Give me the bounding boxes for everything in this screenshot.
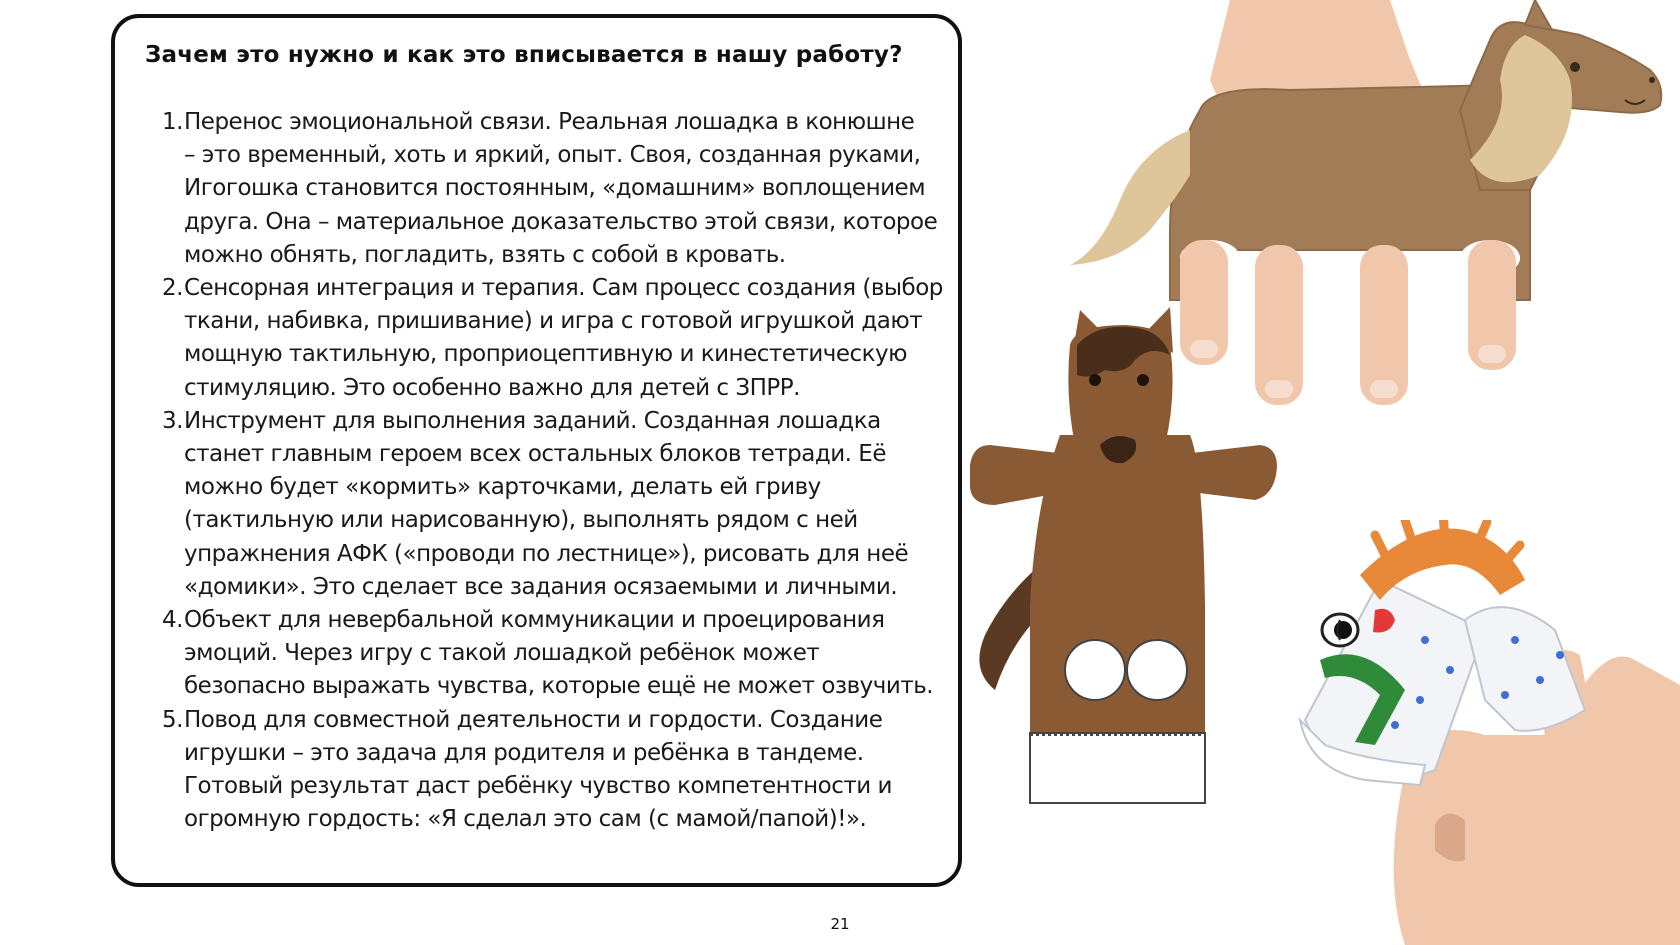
reason-line: Готовый результат даст ребёнку чувство компетентности и — [184, 773, 892, 800]
reason-line: можно будет «кормить» карточками, делать ей гриву — [184, 474, 821, 501]
reason-line: Перенос эмоциональной связи. Реальная лошадка в конюшне — [184, 109, 915, 135]
reason-line: – это временный, хоть и яркий, опыт. Своя, созданная руками, — [184, 142, 921, 169]
cup-horse-on-fingers-illustration — [1255, 520, 1680, 945]
reasons-list — [155, 106, 945, 836]
fingernail — [1370, 380, 1398, 398]
reason-line: Сенсорная интеграция и терапия. Сам процесс создания (выбор — [184, 275, 943, 302]
reason-item — [155, 604, 945, 704]
decor-dot — [1391, 721, 1399, 729]
reason-line: «домики». Это сделает все задания осязаемыми и личными. — [184, 573, 898, 600]
reason-line: безопасно выражать чувства, которые ещё не может озвучить. — [184, 673, 934, 700]
reason-line: (тактильную или нарисованную), выполнять рядом с ней — [184, 507, 858, 534]
reason-number: 4. — [162, 607, 183, 634]
reason-line: эмоций. Через игру с такой лошадкой ребёнок может — [184, 640, 820, 667]
puppet-base-strip — [1030, 733, 1205, 803]
reason-item — [155, 405, 945, 604]
reason-line: ткани, набивка, пришивание) и игра с готовой игрушкой дают — [184, 308, 923, 335]
reason-line: Игогошка становится постоянным, «домашним» воплощением — [184, 175, 926, 202]
puppet-finger-hole — [1127, 640, 1187, 700]
reason-line: упражнения АФК («проводи по лестнице»), рисовать для неё — [184, 540, 909, 567]
info-card — [111, 14, 962, 887]
reason-number: 1. — [162, 109, 183, 135]
reason-line: друга. Она – материальное доказательство этой связи, которое — [184, 208, 938, 235]
mane-strand — [1443, 520, 1445, 542]
reason-line: Повод для совместной деятельности и гордости. Создание — [184, 706, 883, 733]
paper-horse-ear — [1525, 0, 1552, 30]
decor-dot — [1511, 636, 1519, 644]
decor-dot — [1416, 696, 1424, 704]
reason-line: можно обнять, погладить, взять с собой в кровать. — [184, 241, 786, 268]
puppet-eye — [1137, 374, 1149, 386]
reason-line: огромную гордость: «Я сделал это сам (с мамой/папой)!». — [184, 806, 867, 833]
reason-line: игрушки – это задача для родителя и ребёнка в тандеме. — [184, 739, 864, 766]
reason-number: 5. — [162, 706, 183, 733]
decor-dot — [1421, 636, 1429, 644]
decor-dot — [1446, 666, 1454, 674]
puppet-finger-hole — [1065, 640, 1125, 700]
paper-horse-eye — [1570, 62, 1580, 72]
reason-item — [155, 704, 945, 837]
reason-line: Объект для невербальной коммуникации и проецирования — [184, 607, 885, 634]
card-title: Зачем это нужно и как это вписывается в нашу работу? — [145, 42, 903, 68]
cup-horse-neck — [1465, 607, 1585, 731]
reason-line: станет главным героем всех остальных блоков тетради. Её — [184, 441, 886, 468]
paper-horse-nostril — [1649, 77, 1655, 83]
reason-line: мощную тактильную, проприоцептивную и кинестетическую — [184, 341, 908, 368]
fingernail — [1478, 345, 1506, 363]
reason-item — [155, 272, 945, 405]
reason-line: стимуляцию. Это особенно важно для детей с ЗПРР. — [184, 374, 800, 401]
reason-number: 2. — [162, 275, 183, 302]
reason-line: Инструмент для выполнения заданий. Созданная лошадка — [184, 407, 881, 434]
decor-dot — [1556, 651, 1564, 659]
puppet-eye — [1089, 374, 1101, 386]
reason-item — [155, 106, 945, 272]
decor-dot — [1501, 691, 1509, 699]
reason-number: 3. — [162, 407, 183, 434]
page-number: 21 — [830, 915, 850, 933]
decor-dot — [1536, 676, 1544, 684]
